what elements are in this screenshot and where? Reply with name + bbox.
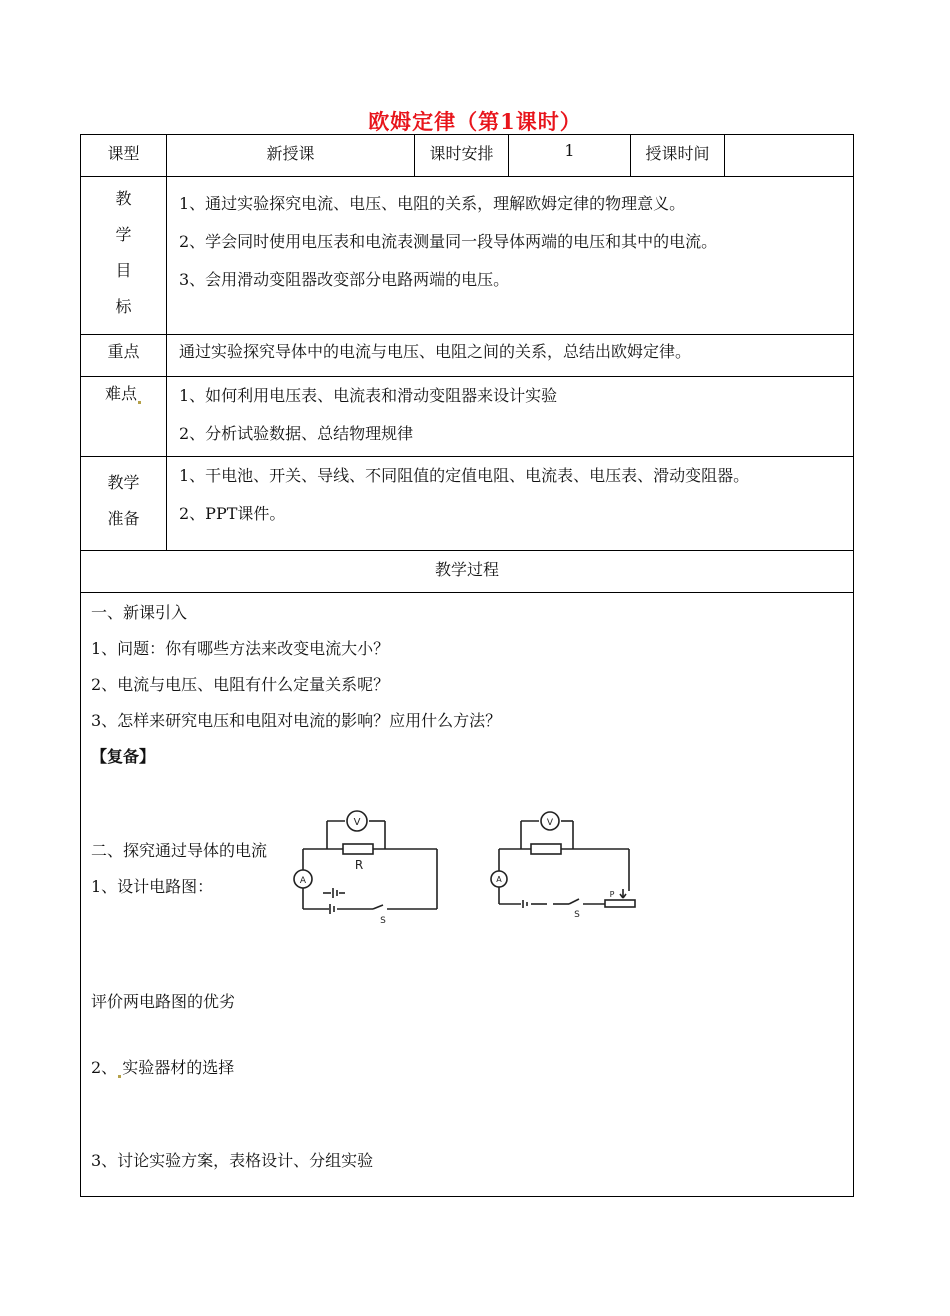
difficulty-label-text: 难点	[104, 384, 137, 403]
question-item: 2、电流与电压、电阻有什么定量关系呢？	[91, 675, 390, 694]
marker-dot	[118, 1075, 121, 1078]
goals-label-char: 标	[115, 297, 132, 316]
explore-block	[91, 833, 267, 905]
question-item: 3、怎样来研究电压和电阻对电流的影响？应用什么方法？	[91, 711, 502, 730]
voltmeter-symbol: V	[353, 817, 361, 828]
goals-label-char: 教	[115, 189, 132, 208]
battery-icon	[523, 900, 527, 908]
evaluate-text: 评价两电路图的优劣	[91, 992, 236, 1011]
question-item: 1、问题：你有哪些方法来改变电流大小？	[91, 639, 390, 658]
marker-dot	[138, 401, 141, 404]
rheostat-icon	[605, 900, 635, 907]
resistor-icon	[343, 844, 373, 854]
preparation-label	[81, 457, 167, 551]
switch-label: S	[574, 910, 580, 920]
preparation-item: 1、干电池、开关、导线、不同阻值的定值电阻、电流表、电压表、滑动变阻器。	[179, 466, 750, 485]
goal-item: 3、会用滑动变阻器改变部分电路两端的电压。	[179, 270, 510, 289]
goals-label-char: 目	[115, 261, 132, 280]
difficulty-content	[167, 377, 854, 457]
step3: 3、讨论实验方案，表格设计、分组实验	[91, 1151, 374, 1170]
goals-label	[81, 177, 167, 335]
circuit-diagram-fixed-resistor	[297, 809, 443, 926]
step2-wrap	[91, 1055, 234, 1078]
goal-item: 1、通过实验探究电流、电压、电阻的关系，理解欧姆定律的物理意义。	[179, 194, 686, 213]
battery-icon	[330, 888, 337, 914]
type-label: 课型	[81, 135, 167, 177]
switch-label: S	[380, 916, 386, 926]
preparation-item: 2、PPT课件。	[179, 504, 286, 523]
type-value: 新授课	[167, 135, 415, 177]
resistor-icon	[531, 844, 561, 854]
preparation-content	[167, 457, 854, 551]
lesson-plan-table	[80, 134, 854, 1197]
circuit-diagram-rheostat	[491, 809, 651, 919]
resistor-label: R	[354, 858, 364, 872]
goals-content	[167, 177, 854, 335]
ammeter-symbol: A	[299, 876, 307, 886]
page-title: 欧姆定律（第1课时）	[368, 109, 582, 134]
key-point-text: 通过实验探究导体中的电流与电压、电阻之间的关系，总结出欧姆定律。	[167, 335, 854, 377]
hours-value: 1	[509, 135, 631, 177]
difficulty-item: 1、如何利用电压表、电流表和滑动变阻器来设计实验	[179, 386, 558, 405]
difficulty-label	[81, 377, 167, 457]
explore-title: 二、探究通过导体的电流	[91, 841, 268, 860]
difficulty-item: 2、分析试验数据、总结物理规律	[179, 424, 414, 443]
review-tag: 【复备】	[91, 747, 156, 766]
preparation-label-line: 准备	[107, 509, 140, 528]
goal-item: 2、学会同时使用电压表和电流表测量同一段导体两端的电压和其中的电流。	[179, 232, 718, 251]
process-content	[81, 593, 854, 1197]
slider-label: P	[609, 890, 615, 899]
step1: 1、设计电路图：	[91, 877, 214, 896]
process-header: 教学过程	[81, 551, 854, 593]
preparation-label-line: 教学	[107, 473, 140, 492]
key-point-label: 重点	[81, 335, 167, 377]
ammeter-symbol: A	[496, 875, 502, 884]
voltmeter-symbol: V	[546, 818, 554, 828]
time-value	[725, 135, 854, 177]
step2-text: 实验器材的选择	[122, 1058, 235, 1077]
intro-title: 一、新课引入	[91, 603, 188, 622]
time-label: 授课时间	[631, 135, 725, 177]
step2-prefix: 2、	[91, 1058, 118, 1077]
goals-label-char: 学	[115, 225, 132, 244]
hours-label: 课时安排	[415, 135, 509, 177]
